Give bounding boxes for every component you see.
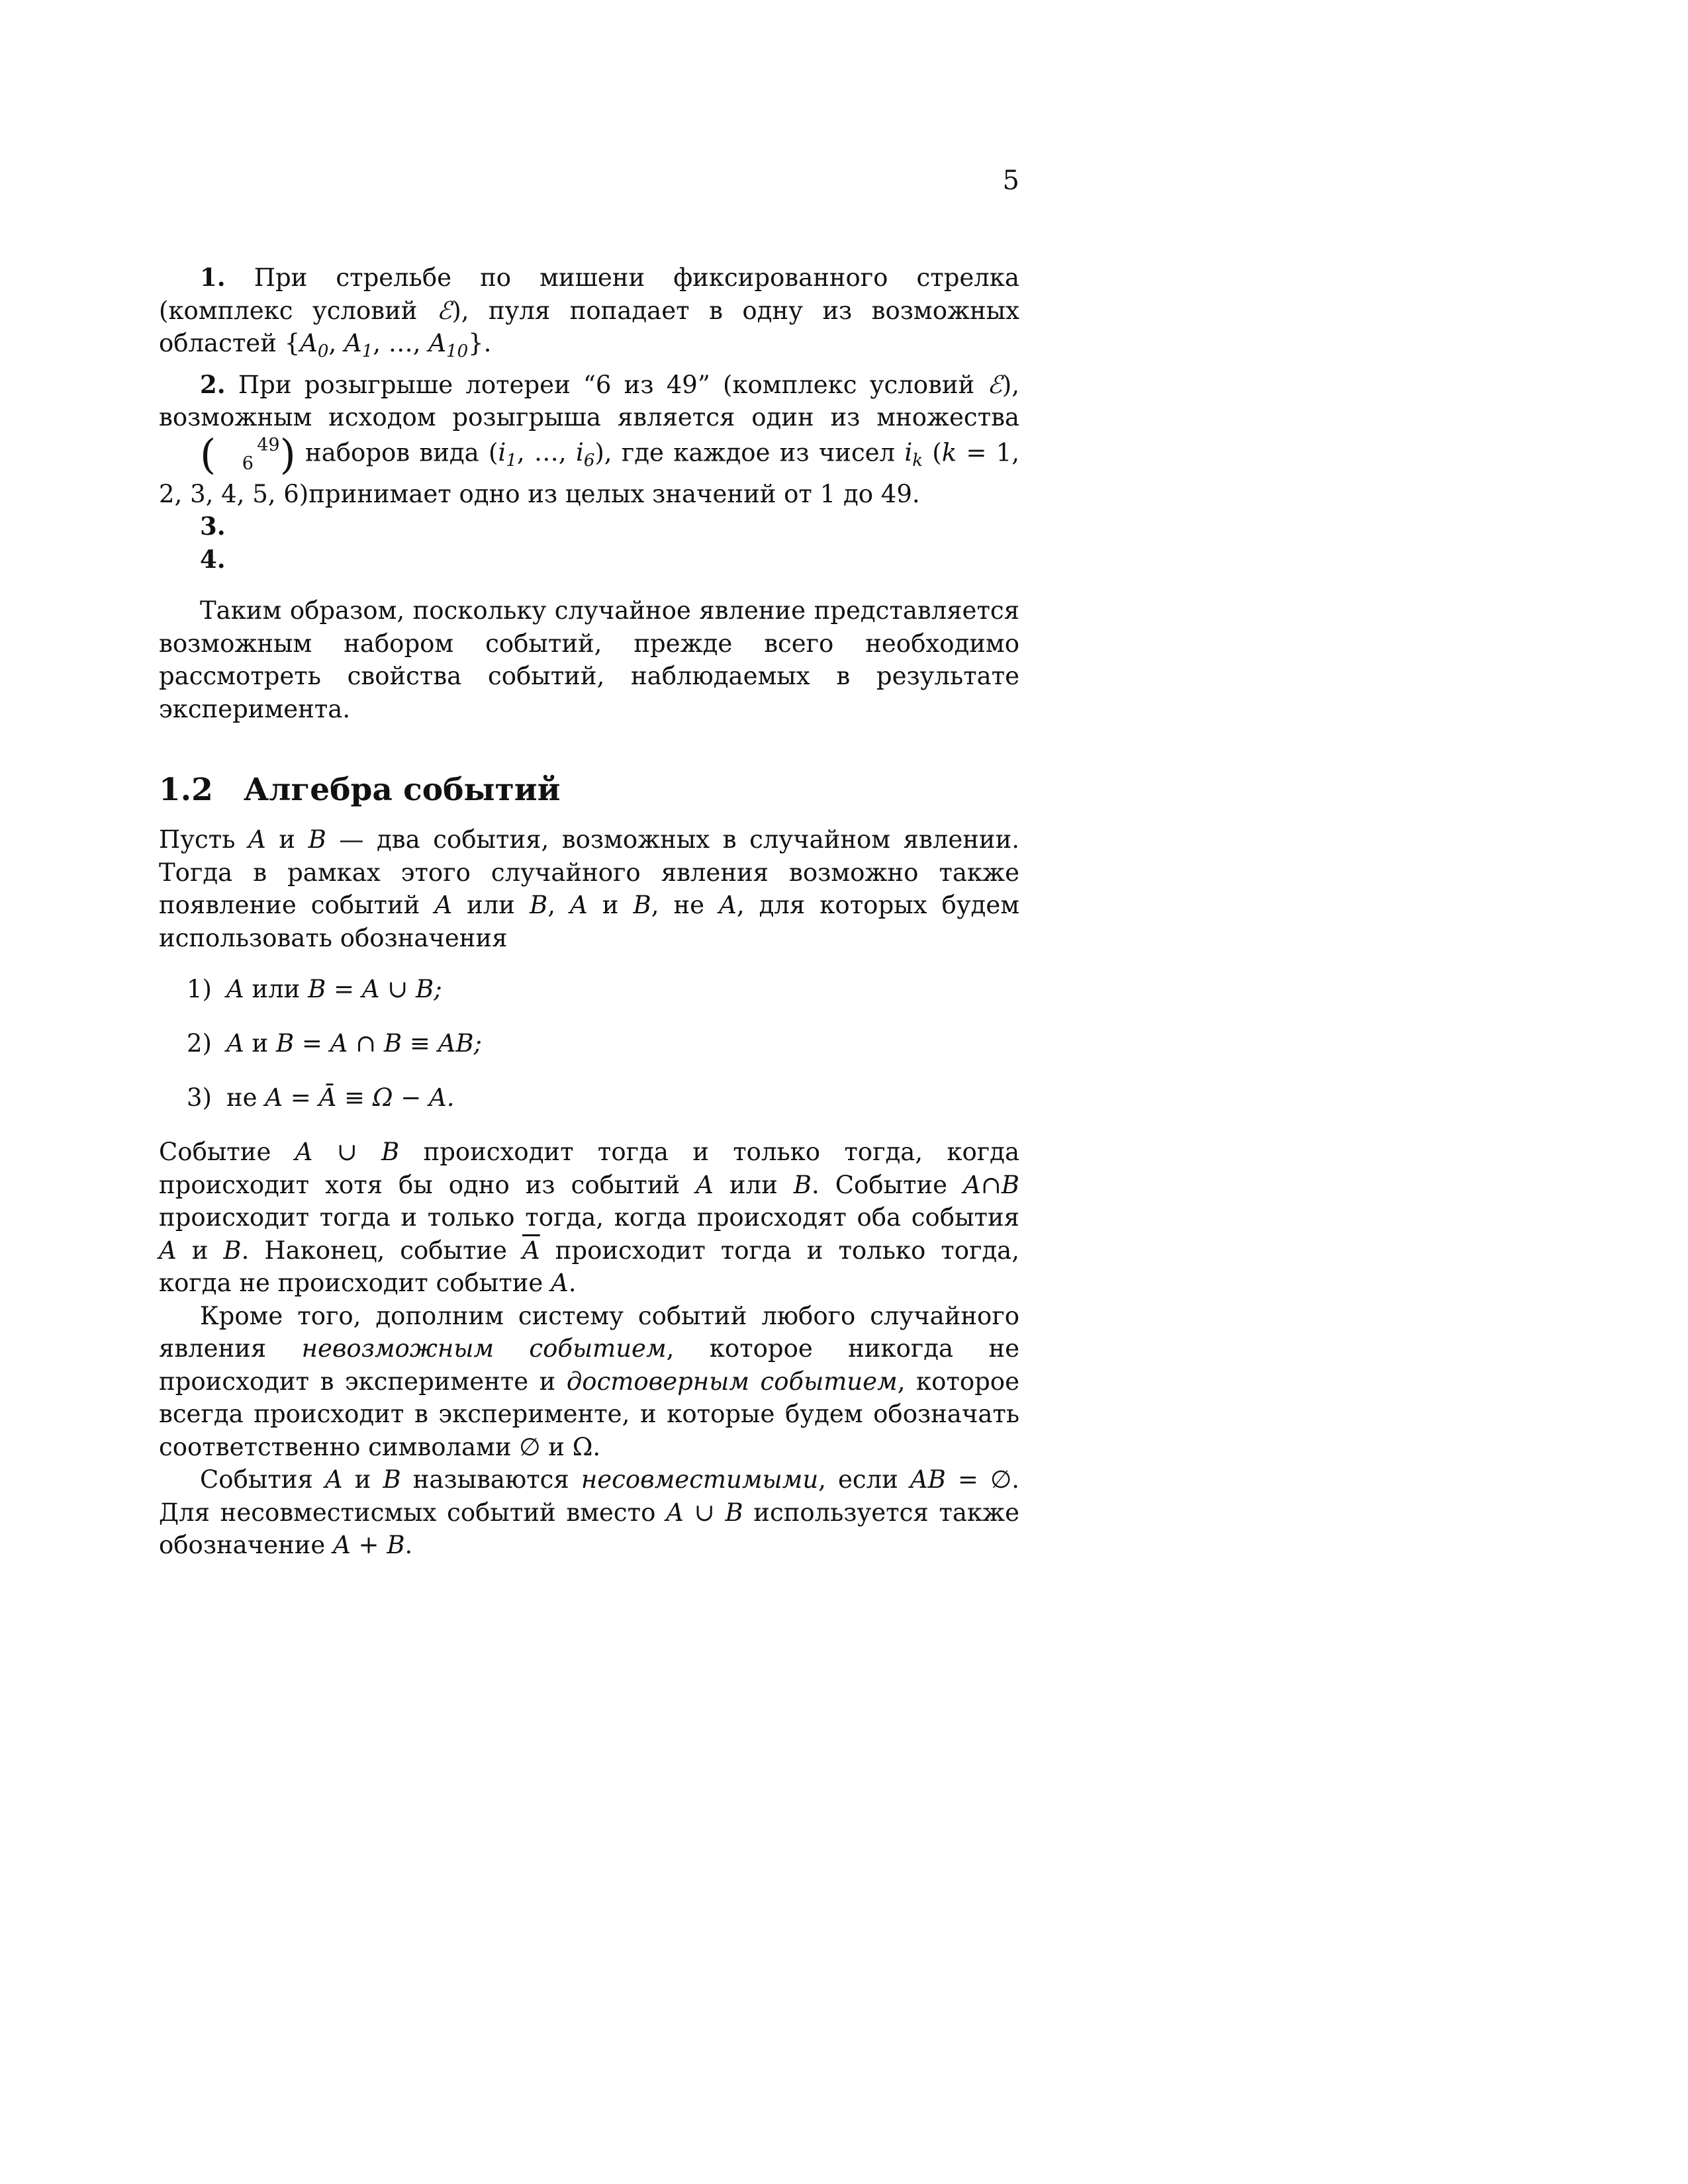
section-heading	[159, 770, 1019, 810]
operation-item: 3) не A = Ā ≡ Ω − A.	[187, 1083, 455, 1112]
binomial-coefficient: ( 49 6 )	[200, 430, 296, 478]
item-text: ), пуля попадает в одну из возможных областей	[159, 296, 1019, 357]
example-item-3	[159, 510, 1019, 543]
term-impossible-event: невозможным событием	[301, 1334, 667, 1363]
item-text: ), возможным исходом розыгрыша является один из множества	[159, 370, 1019, 432]
item-text: ), где каждое из чисел	[594, 438, 905, 467]
item-text: = 1, 2, 3, 4, 5, 6)принимает одно из целых значений от 1 до 49.	[159, 438, 1020, 508]
math-variable: $i_k$	[904, 438, 923, 471]
item-text: При стрельбе по мишени фиксированного стрелка (комплекс условий	[159, 263, 1019, 325]
summary-paragraph: Таким образом, поскольку случайное явление представляется возможным набором событий, прежде всего необходимо рассмотреть свойства событий, наблюдаемых в результате эксперимента.	[159, 596, 1019, 723]
special-events-paragraph: Кроме того, дополним систему событий любого случайного явления невозможным событием, которое никогда не происходит в эксперименте и достоверным событием, которое всегда происходит в эксперименте, и которые будем обозначать соответственно символами ∅ и Ω.	[159, 1301, 1020, 1461]
example-item-2	[159, 369, 1019, 511]
item-number: 4.	[200, 544, 226, 574]
math-variable: k	[941, 438, 957, 467]
term-incompatible: несовместимыми	[581, 1465, 819, 1494]
operations-list	[159, 962, 1019, 1125]
example-item-1	[159, 261, 1019, 369]
term-certain-event: достоверным событием	[566, 1367, 898, 1396]
math-symbol: ℰ	[987, 370, 1002, 399]
item-number: 2.	[200, 369, 226, 399]
section-title: Алгебра событий	[244, 772, 561, 808]
item-text: (	[922, 438, 942, 467]
math-set: {$A_0$, $A_1$, …, $A_{10}$}.	[284, 329, 492, 361]
item-number: 3.	[200, 512, 226, 541]
operation-item: 2) A и B = A ∩ B ≡ AB;	[187, 1029, 482, 1058]
item-text: При розыгрыше лотереи “6 из 49” (комплекс условий	[238, 370, 988, 399]
math-tuple: $i_1$, …, $i_6$	[498, 438, 595, 471]
example-item-4	[159, 543, 1019, 576]
page-body	[159, 261, 1019, 1562]
page-number: 5	[1002, 165, 1019, 196]
operation-item: 1) A или B = A ∪ B;	[187, 975, 442, 1003]
intro-paragraph: Пусть A и B — два события, возможных в случайном явлении. Тогда в рамках этого случайного явления возможно также появление событий A или B, A и B, не A, для которых будем использовать обозначения	[159, 825, 1019, 952]
item-number: 1.	[200, 263, 226, 292]
math-symbol: ℰ	[436, 296, 452, 325]
item-text: наборов вида (	[295, 438, 498, 467]
section-number: 1.2	[159, 772, 213, 808]
events-paragraph: Событие A ∪ B происходит тогда и только тогда, когда происходит хотя бы одно из событий A или B. Событие A∩B происходит тогда и только тогда, когда происходят оба события A и B. Наконец, событие $\overline{A}$ происходит тогда и только тогда, когда не происходит событие A.	[159, 1138, 1020, 1297]
disjoint-paragraph: События A и B называются несовместимыми, если AB = ∅. Для несовместисмых событий вместо A ∪ B используется также обозначение A + B.	[159, 1465, 1020, 1559]
